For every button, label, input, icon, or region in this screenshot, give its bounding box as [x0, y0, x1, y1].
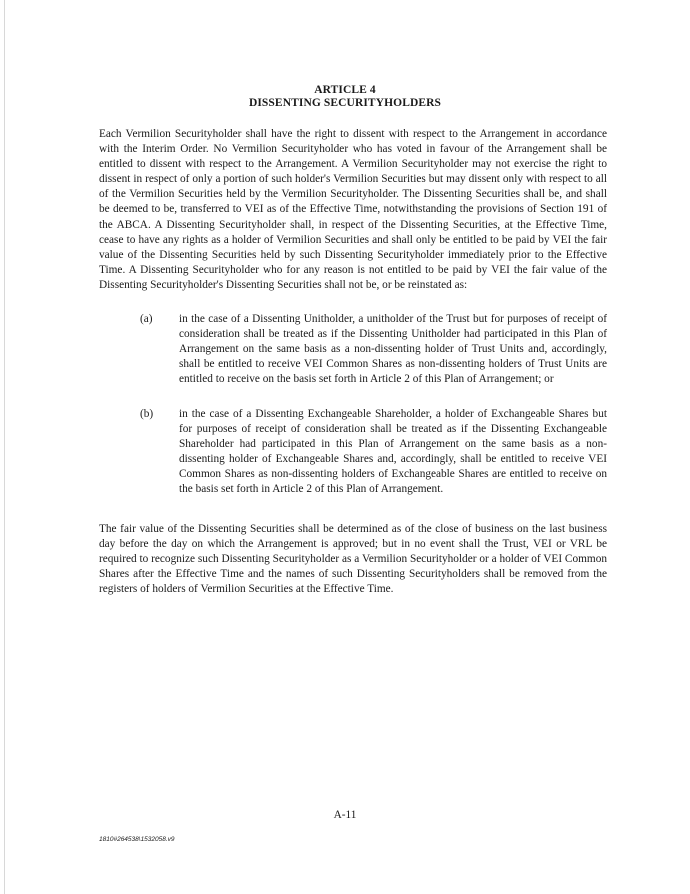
- item-label: (b): [140, 408, 154, 420]
- page-number: A-11: [333, 809, 357, 821]
- fair-value-paragraph: The fair value of the Dissenting Securities shall be determined as of the close of business on the last business day before the day on which the Arrangement is approved; but in no event shall the Trust, VEI or VRL be required to recognize such Dissenting Securityholder as a Vermilion Securityholder or a holder of VEI Common Shares after the Effective Time and the names of such Dissenting Securityholders shall be removed from the registers of holders of Vermilion Securities at the Effective Time.: [99, 523, 607, 596]
- article-number: ARTICLE 4: [314, 84, 376, 96]
- item-label: (a): [140, 313, 153, 325]
- scan-edge-line: [4, 0, 5, 894]
- item-text: in the case of a Dissenting Exchangeable Shareholder, a holder of Exchangeable Shares but for purposes of receipt of consideration shall be treated as if the Dissenting Exchangeable Shareholder had participated in this Plan of Arrangement on the same basis as a non-dissenting holder of Exchangeable Shares and, accordingly, shall be entitled to receive VEI Common Shares as non-dissenting holders of Exchangeable Shares are entitled to receive on the basis set forth in Article 2 of this Plan of Arrangement.: [179, 408, 607, 496]
- article-title: DISSENTING SECURITYHOLDERS: [248, 97, 442, 109]
- document-id: 1810#264538\1532058.v9: [99, 836, 175, 843]
- item-text: in the case of a Dissenting Unitholder, a unitholder of the Trust but for purposes of receipt of consideration shall be treated as if the Dissenting Unitholder had participated in this Plan of Arrangement on the same basis as a non-dissenting holder of Trust Units and, accordingly, shall be entitled to receive VEI Common Shares as non-dissenting holders of Trust Units are entitled to receive on the basis set forth in Article 2 of this Plan of Arrangement; or: [179, 313, 607, 386]
- article-heading: [0, 84, 690, 110]
- intro-paragraph: Each Vermilion Securityholder shall have the right to dissent with respect to the Arrangement in accordance with the Interim Order. No Vermilion Securityholder who has voted in favour of the Arrangement shall be entitled to dissent with respect to the Arrangement. A Vermilion Securityholder may not exercise the right to dissent in respect of only a portion of such holder's Vermilion Securities but may dissent only with respect to all of the Vermilion Securities held by the Vermilion Securityholder. The Dissenting Securities shall be, and shall be deemed to be, transferred to VEI as of the Effective Time, notwithstanding the provisions of Section 191 of the ABCA. A Dissenting Securityholder shall, in respect of the Dissenting Securities, at the Effective Time, cease to have any rights as a holder of Vermilion Securities and shall only be entitled to be paid by VEI the fair value of the Dissenting Securities held by such Dissenting Securityholder immediately prior to the Effective Time. A Dissenting Securityholder who for any reason is not entitled to be paid by VEI the fair value of the Dissenting Securityholder's Dissenting Securities shall not be, or be reinstated as:: [99, 128, 607, 291]
